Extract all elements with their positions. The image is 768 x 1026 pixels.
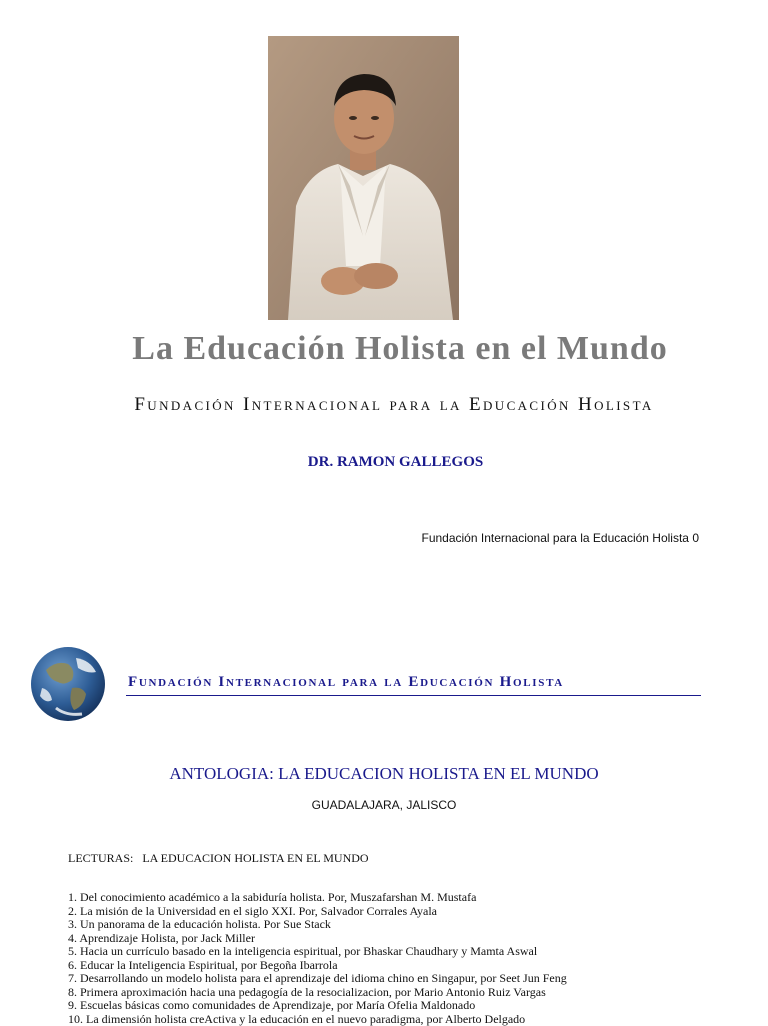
list-item: 3. Un panorama de la educación holista. Por Sue Stack [68,918,567,932]
document-title: La Educación Holista en el Mundo [0,330,768,368]
portrait-photo [268,36,459,320]
list-item: 4. Aprendizaje Holista, por Jack Miller [68,932,567,946]
list-item: 9. Escuelas básicas como comunidades de Aprendizaje, por María Ofelia Maldonado [68,999,567,1013]
author-portrait [268,36,459,320]
page-footer: Fundación Internacional para la Educación Holista 0 [421,531,699,545]
globe-image [16,630,126,736]
earth-globe-icon [16,630,126,736]
foundation-header: Fundación Internacional para la Educación Holista [128,674,564,691]
header-rule [126,695,701,696]
list-item: 2. La misión de la Universidad en el siglo XXI. Por, Salvador Corrales Ayala [68,905,567,919]
list-item: 8. Primera aproximación hacia una pedagogía de la resocializacion, por Mario Antonio Ruiz Vargas [68,986,567,1000]
city-label: GUADALAJARA, JALISCO [0,798,768,812]
anthology-title: ANTOLOGIA: LA EDUCACION HOLISTA EN EL MUNDO [0,764,768,784]
list-item: 7. Desarrollando un modelo holista para el aprendizaje del idioma chino en Singapur, por Seet Jun Feng [68,972,567,986]
readings-heading: LECTURAS: LA EDUCACION HOLISTA EN EL MUNDO [68,851,369,866]
readings-list [68,891,567,1026]
list-item: 10. La dimensión holista creActiva y la educación en el nuevo paradigma, por Alberto Delgado [68,1013,567,1026]
author-name: DR. RAMON GALLEGOS [0,454,768,471]
list-item: 6. Educar la Inteligencia Espiritual, por Begoña Ibarrola [68,959,567,973]
list-item: 5. Hacia un currículo basado en la inteligencia espiritual, por Bhaskar Chaudhary y Mamta Aswal [68,945,567,959]
foundation-name: Fundación Internacional para la Educación Holista [0,394,768,416]
list-item: 1. Del conocimiento académico a la sabiduría holista. Por, Muszafarshan M. Mustafa [68,891,567,905]
